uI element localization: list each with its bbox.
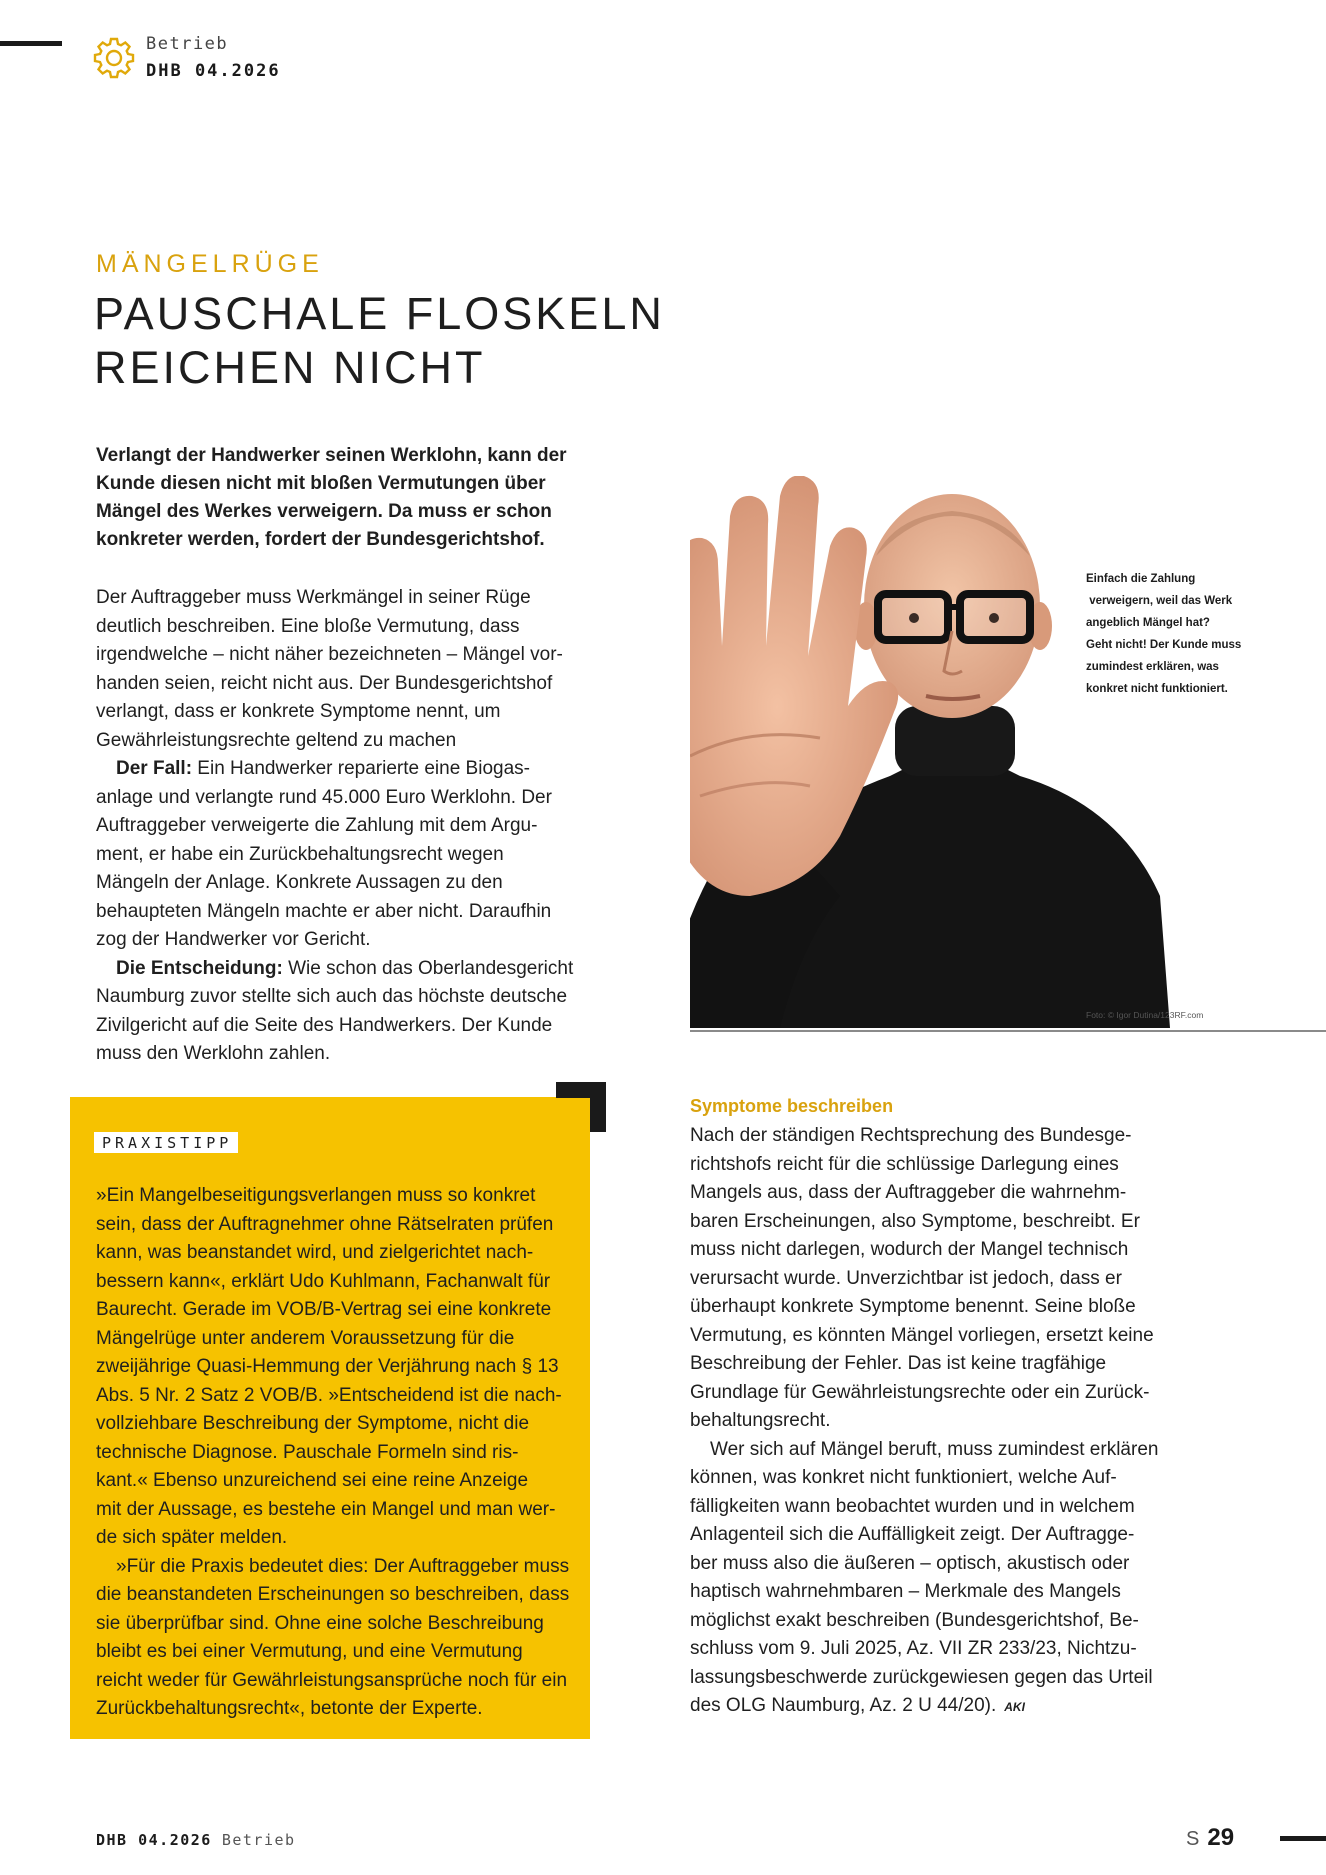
body-line: haptisch wahrnehmbaren – Merkmale des Mangels bbox=[690, 1581, 1121, 1602]
body-line: möglichst exakt beschreiben (Bundesgerichtshof, Be- bbox=[690, 1609, 1139, 1631]
article-lead bbox=[96, 442, 576, 554]
footer-section: Betrieb bbox=[221, 1831, 296, 1849]
photo-caption bbox=[1086, 568, 1296, 700]
page-number-value: 29 bbox=[1207, 1824, 1235, 1851]
lead-line: Kunde diesen nicht mit bloßen Vermutungen über bbox=[96, 473, 546, 494]
caption-line: zumindest erklären, was bbox=[1086, 661, 1219, 673]
body-line: richtshofs reicht für die schlüssige Darlegung eines bbox=[690, 1153, 1119, 1175]
page-prefix: S bbox=[1186, 1828, 1200, 1850]
headline-line: REICHEN NICHT bbox=[94, 342, 486, 393]
tip-line: zweijährige Quasi-Hemmung der Verjährung nach § 13 bbox=[96, 1356, 559, 1377]
last-line bbox=[690, 1692, 1170, 1722]
body-line: Naumburg zuvor stellte sich auch das höchste deutsche bbox=[96, 986, 568, 1007]
caption-line: Geht nicht! Der Kunde muss bbox=[1086, 639, 1242, 651]
entscheidung-paragraph-start bbox=[96, 955, 576, 984]
footer-left bbox=[96, 1831, 296, 1849]
praxistipp-text bbox=[96, 1182, 576, 1724]
gear-icon bbox=[92, 36, 136, 80]
fall-first-line: Ein Handwerker reparierte eine Biogas- bbox=[192, 758, 530, 779]
footer-rule bbox=[1280, 1836, 1326, 1841]
body-line: zog der Handwerker vor Gericht. bbox=[96, 929, 371, 950]
photo-divider bbox=[690, 1030, 1326, 1032]
body-line: behaltungsrecht. bbox=[690, 1410, 831, 1431]
tip-line: technische Diagnose. Pauschale Formeln sind ris- bbox=[96, 1441, 519, 1463]
page-number bbox=[1186, 1824, 1234, 1852]
tip-line: »Für die Praxis bedeutet dies: Der Auftraggeber muss bbox=[116, 1555, 570, 1577]
entscheidung-label: Die Entscheidung: bbox=[116, 957, 283, 979]
photo-credit: Foto: © Igor Dutina/123RF.com bbox=[1086, 1010, 1204, 1020]
tip-line: kann, was beanstandet wird, und zielgerichtet nach- bbox=[96, 1242, 534, 1263]
body-line: Der Auftraggeber muss Werkmängel in seiner Rüge bbox=[96, 587, 531, 608]
tip-line: Abs. 5 Nr. 2 Satz 2 VOB/B. »Entscheidend ist die nach- bbox=[96, 1384, 562, 1406]
tip-line: kant.« Ebenso unzureichend sei eine reine Anzeige bbox=[96, 1470, 529, 1491]
entscheidung-first-line: Wie schon das Oberlandesgericht bbox=[282, 957, 574, 979]
corner-bracket-icon bbox=[556, 1082, 606, 1132]
stop-hand-man-illustration bbox=[690, 476, 1326, 1028]
body-line: ber muss also die äußeren – optisch, akustisch oder bbox=[690, 1552, 1130, 1574]
caption-line: verweigern, weil das Werk bbox=[1086, 595, 1233, 607]
body-line: Beschreibung der Fehler. Das ist keine tragfähige bbox=[690, 1353, 1107, 1374]
body-line: Gewährleistungsrechte geltend zu machen bbox=[96, 729, 457, 751]
caption-line: Einfach die Zahlung bbox=[1086, 573, 1196, 585]
body-line: Auftraggeber verweigerte die Zahlung mit dem Argu- bbox=[96, 815, 538, 836]
tip-line: Zurückbehaltungsrecht«, betonte der Experte. bbox=[96, 1698, 483, 1719]
caption-line: angeblich Mängel hat? bbox=[1086, 617, 1210, 629]
header-section: Betrieb bbox=[146, 34, 229, 54]
author-initials: AKI bbox=[1004, 1700, 1025, 1714]
footer-issue: DHB 04.2026 bbox=[96, 1831, 212, 1849]
fall-label: Der Fall: bbox=[116, 758, 193, 779]
body-line: Mangels aus, dass der Auftraggeber die wahrnehm- bbox=[690, 1182, 1127, 1203]
tip-line: bleibt es bei einer Vermutung, und eine Vermutung bbox=[96, 1641, 523, 1662]
body-line: fälligkeiten wann beobachtet wurden und in welchem bbox=[690, 1495, 1135, 1517]
body-line: schluss vom 9. Juli 2025, Az. VII ZR 233/23, Nichtzu- bbox=[690, 1638, 1137, 1659]
article-body-right bbox=[690, 1122, 1170, 1722]
header-issue: DHB 04.2026 bbox=[146, 61, 281, 81]
body-line: ment, er habe ein Zurückbehaltungsrecht wegen bbox=[96, 843, 504, 865]
article-photo bbox=[690, 476, 1326, 1028]
fall-paragraph-start bbox=[96, 755, 576, 784]
tip-line: mit der Aussage, es bestehe ein Mangel und man wer- bbox=[96, 1498, 556, 1520]
tip-line: Baurecht. Gerade im VOB/B-Vertrag sei eine konkrete bbox=[96, 1299, 552, 1320]
body-line: irgendwelche – nicht näher bezeichneten – Mängel vor- bbox=[96, 644, 563, 665]
article-headline bbox=[94, 287, 734, 395]
lead-line: Mängel des Werkes verweigern. Da muss er schon bbox=[96, 501, 552, 522]
tip-line: bessern kann«, erklärt Udo Kuhlmann, Fachanwalt für bbox=[96, 1270, 551, 1292]
lead-line: konkreter werden, fordert der Bundesgerichtshof. bbox=[96, 529, 545, 550]
tip-line: reicht weder für Gewährleistungsansprüche noch für ein bbox=[96, 1669, 568, 1691]
body-line: Anlagenteil sich die Auffälligkeit zeigt. Der Auftragge- bbox=[690, 1524, 1135, 1545]
lead-line: Verlangt der Handwerker seinen Werklohn, kann der bbox=[96, 445, 567, 466]
body-line: Zivilgericht auf die Seite des Handwerkers. Der Kunde bbox=[96, 1014, 553, 1036]
tip-line: die beanstandeten Erscheinungen so beschreiben, dass bbox=[96, 1584, 570, 1605]
article-kicker: MÄNGELRÜGE bbox=[96, 250, 324, 278]
body-line: baren Erscheinungen, also Symptome, beschreibt. Er bbox=[690, 1210, 1140, 1232]
body-line: anlage und verlangte rund 45.000 Euro Werklohn. Der bbox=[96, 786, 552, 808]
body-line: muss den Werklohn zahlen. bbox=[96, 1043, 331, 1064]
tip-line: de sich später melden. bbox=[96, 1527, 288, 1548]
praxistipp-label: PRAXISTIPP bbox=[94, 1132, 238, 1153]
body-line: verlangt, dass er konkrete Symptome nennt, um bbox=[96, 701, 501, 722]
body-line: muss nicht darlegen, wodurch der Mangel technisch bbox=[690, 1239, 1129, 1260]
tip-line: sie überprüfbar sind. Ohne eine solche Beschreibung bbox=[96, 1612, 544, 1634]
article-body-left bbox=[96, 584, 576, 1069]
header-rule bbox=[0, 41, 62, 46]
body-line: lassungsbeschwerde zurückgewiesen gegen das Urteil bbox=[690, 1666, 1153, 1688]
body-line: können, was konkret nicht funktioniert, welche Auf- bbox=[690, 1467, 1117, 1488]
caption-line: konkret nicht funktioniert. bbox=[1086, 683, 1228, 695]
body-line: Mängeln der Anlage. Konkrete Aussagen zu den bbox=[96, 872, 503, 893]
tip-line: vollziehbare Beschreibung der Symptome, nicht die bbox=[96, 1413, 530, 1434]
body-line: des OLG Naumburg, Az. 2 U 44/20). bbox=[690, 1695, 997, 1716]
body-line: Vermutung, es könnten Mängel vorliegen, ersetzt keine bbox=[690, 1324, 1154, 1346]
body-line: überhaupt konkrete Symptome benennt. Seine bloße bbox=[690, 1296, 1136, 1317]
body-line: deutlich beschreiben. Eine bloße Vermutung, dass bbox=[96, 615, 520, 637]
tip-line: sein, dass der Auftragnehmer ohne Rätselraten prüfen bbox=[96, 1213, 554, 1235]
tip-line: »Ein Mangelbeseitigungsverlangen muss so konkret bbox=[96, 1185, 536, 1206]
body-line: Nach der ständigen Rechtsprechung des Bundesge- bbox=[690, 1125, 1132, 1146]
body-line: verursacht wurde. Unverzichtbar ist jedoch, dass er bbox=[690, 1267, 1122, 1289]
body-line: handen seien, reicht nicht aus. Der Bundesgerichtshof bbox=[96, 672, 553, 694]
tip-line: Mängelrüge unter anderem Voraussetzung für die bbox=[96, 1327, 515, 1349]
body-line: behaupteten Mängeln machte er aber nicht. Daraufhin bbox=[96, 900, 552, 922]
body-line: Wer sich auf Mängel beruft, muss zumindest erklären bbox=[710, 1438, 1159, 1460]
body-line: Grundlage für Gewährleistungsrechte oder ein Zurück- bbox=[690, 1381, 1150, 1403]
right-subheading: Symptome beschreiben bbox=[690, 1096, 894, 1116]
headline-line: PAUSCHALE FLOSKELN bbox=[94, 288, 665, 339]
